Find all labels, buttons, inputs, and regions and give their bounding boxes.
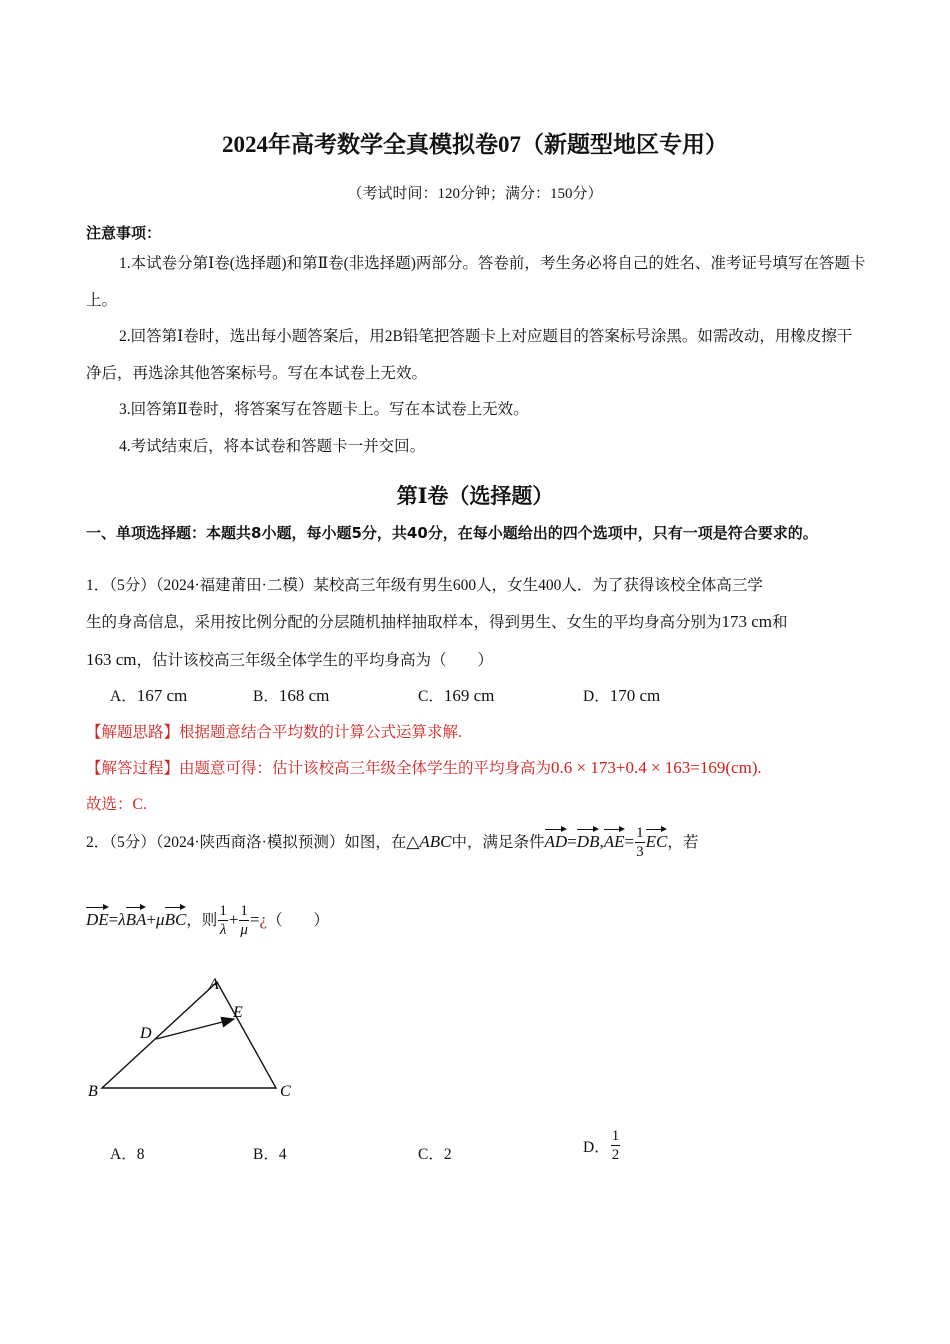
fraction-numerator: 1: [240, 903, 248, 920]
q1-line2: [86, 610, 876, 632]
option-letter: A．: [110, 1146, 137, 1163]
vector-ae: AE: [604, 826, 625, 852]
q2-mid: 中，满足条件: [451, 834, 545, 851]
q2-option-b: [253, 1142, 287, 1164]
option-letter: C．: [418, 1146, 444, 1163]
option-value: 168 cm: [278, 686, 330, 705]
triangle-symbol: △: [406, 832, 420, 851]
fraction-one-over-mu: [239, 904, 249, 938]
q1-line2a: 生的身高信息，采用按比例分配的分层随机抽样抽取样本，得到男生、女生的平均身高分别为: [86, 614, 722, 631]
mu-symbol: μ: [156, 910, 165, 929]
process-label: 【解答过程】: [86, 760, 180, 777]
exam-info: （考试时间：120分钟；满分：150分）: [347, 186, 603, 202]
option-letter: D．: [583, 688, 610, 705]
vector-ec: EC: [646, 826, 668, 852]
equals-sign: =: [249, 910, 260, 929]
option-value: 169 cm: [443, 686, 495, 705]
vector-de-arrow: [156, 1019, 234, 1039]
equals-sign: =: [108, 910, 119, 929]
q1-val1: 173 cm: [721, 612, 773, 631]
fraction-one-half: [611, 1129, 621, 1163]
vector-db: DB: [577, 826, 600, 852]
option-letter: B．: [253, 1146, 279, 1163]
label-d: D: [140, 1025, 152, 1042]
q1-option-b: [253, 684, 329, 706]
fraction-one-over-lambda: [218, 904, 228, 938]
q2-line2: [86, 904, 876, 938]
fraction-numerator: 1: [636, 825, 644, 842]
q1-line3: [86, 648, 876, 670]
fraction-denominator: 2: [611, 1147, 620, 1163]
process-formula: 0.6 × 173+0.4 × 163=169: [551, 758, 726, 777]
label-c: C: [280, 1083, 291, 1100]
q2-prefix: 2．（5分）（2024·陕西商洛·模拟预测）如图，在: [86, 834, 407, 851]
equals-sign: =: [624, 832, 635, 851]
q1-option-d: [583, 684, 660, 706]
unknown-glyph: ¿: [259, 910, 268, 929]
document-title: 2024年高考数学全真模拟卷07（新题型地区专用）: [222, 132, 728, 157]
q2-then: ，则: [186, 912, 218, 929]
fraction-denominator: 3: [636, 844, 644, 861]
answer-blank: （ ）: [267, 912, 330, 929]
triangle-figure: [80, 968, 310, 1103]
plus-sign: +: [146, 910, 157, 929]
triangle-abc-shape: [102, 982, 276, 1088]
q1-solution-idea: [86, 720, 876, 742]
vector-bc: BC: [165, 904, 187, 930]
option-letter: A．: [110, 688, 137, 705]
vector-de: DE: [86, 904, 109, 930]
q1-option-a: [110, 684, 187, 706]
option-letter: C．: [418, 688, 444, 705]
idea-text: 根据题意结合平均数的计算公式运算求解.: [179, 724, 462, 741]
option-value: 8: [136, 1146, 145, 1163]
q1-line1: 1．（5分）（2024·福建莆田·二模）某校高三年级有男生600人，女生400人．为了获得该校全体高三学: [86, 577, 763, 594]
option-value: 2: [443, 1146, 452, 1163]
note-item-4: 4.考试结束后，将本试卷和答题卡一并交回。: [119, 438, 426, 455]
fraction-numerator: 1: [219, 903, 227, 920]
comma: ,: [599, 832, 604, 851]
q2-option-d: [583, 1129, 621, 1163]
section-heading: 一、单项选择题：本题共8小题，每小题5分，共40分，在每小题给出的四个选项中，只有一项是符合要求的。: [86, 524, 818, 542]
q2-option-c: [418, 1142, 452, 1164]
q1-line3-text: ，估计该校高三年级全体学生的平均身高为（ ）: [136, 652, 494, 669]
option-value: 4: [278, 1146, 287, 1163]
process-end: .: [757, 760, 762, 777]
q2-suffix: ，若: [667, 834, 699, 851]
option-letter: B．: [253, 688, 279, 705]
equals-sign: =: [567, 832, 577, 851]
fraction-numerator: 1: [611, 1128, 620, 1144]
idea-label: 【解题思路】: [86, 724, 180, 741]
fraction-one-third: [635, 826, 645, 860]
label-e: E: [233, 1004, 243, 1021]
label-b: B: [88, 1083, 98, 1100]
lambda-symbol: λ: [118, 910, 126, 929]
option-value: 170 cm: [609, 686, 661, 705]
triangle-abc: ABC: [419, 832, 452, 851]
q1-option-c: [418, 684, 494, 706]
q1-line2b: 和: [772, 614, 788, 631]
plus-sign: +: [228, 910, 239, 929]
fraction-denominator: λ: [219, 922, 227, 939]
notes-heading: 注意事项：: [86, 224, 162, 242]
note-item-1: 1.本试卷分第Ⅰ卷(选择题)和第Ⅱ卷(非选择题)两部分。答卷前，考生务必将自己的姓名、准考证号填写在答题卡上。: [86, 255, 866, 309]
note-item-2: 2.回答第Ⅰ卷时，选出每小题答案后，用2B铅笔把答题卡上对应题目的答案标号涂黑。如需改动，用橡皮擦干净后，再选涂其他答案标号。写在本试卷上无效。: [86, 328, 853, 382]
label-a: A: [209, 976, 219, 993]
option-letter: D．: [583, 1139, 610, 1156]
q2-line1: [86, 826, 876, 860]
q1-val2: 163 cm: [86, 650, 137, 669]
part-title: 第Ⅰ卷（选择题）: [396, 484, 554, 508]
vector-ba: BA: [126, 904, 147, 930]
q1-solution-process: [86, 756, 876, 778]
vector-ad: AD: [545, 826, 568, 852]
process-text: 由题意可得：估计该校高三年级全体学生的平均身高为: [179, 760, 552, 777]
process-unit: (cm): [725, 758, 758, 777]
q2-option-a: [110, 1142, 144, 1164]
note-item-3: 3.回答第Ⅱ卷时，将答案写在答题卡上。写在本试卷上无效。: [119, 401, 529, 418]
q1-answer: 故选：C.: [86, 796, 147, 813]
fraction-denominator: μ: [240, 922, 248, 939]
option-value: 167 cm: [136, 686, 188, 705]
